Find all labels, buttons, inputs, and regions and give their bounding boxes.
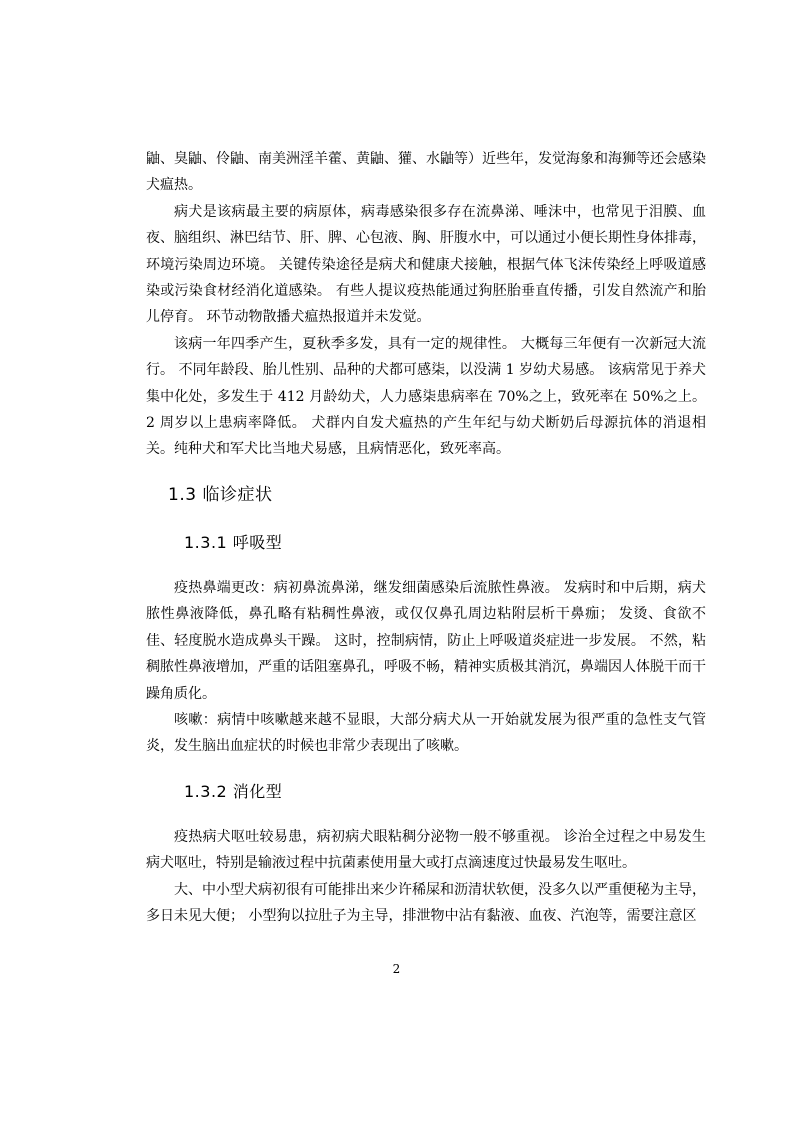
body-paragraph: 病犬是该病最主要的病原体，病毒感染很多存在流鼻涕、唾沫中，也常见于泪膜、血夜、脑组织、淋巴结节、肝、脾、心包液、胸、肝腹水中，可以通过小便长期性身体排毒，环境污染周边环境。 关键传染途径是病犬和健康犬接触，根据气体飞沫传染经上呼吸道感染或污染食材经消化道感染。 有些人提议疫热能通过狗胚胎垂直传播，引发自然流产和胎儿停育。 环节动物散播犬瘟热报道并未发觉。 xyxy=(146,203,706,326)
page-body xyxy=(146,146,706,929)
section-heading-1-3: 1.3 临诊症状 xyxy=(168,484,273,505)
body-paragraph: 咳嗽：病情中咳嗽越来越不显眼，大部分病犬从一开始就发展为很严重的急性支气管炎，发生脑出血症状的时候也非常少表现出了咳嗽。 xyxy=(146,711,706,755)
body-paragraph: 疫热鼻端更改：病初鼻流鼻涕，继发细菌感染后流脓性鼻液。 发病时和中后期，病犬脓性鼻液降低，鼻孔略有粘稠性鼻液，或仅仅鼻孔周边粘附层析干鼻痂； 发烫、食欲不佳、轻度脱水造成鼻头干躁。 这时，控制病情，防止上呼吸道炎症进一步发展。 不然，粘稠脓性鼻液增加，严重的话阻塞鼻孔，呼吸不畅，精神实质极其消沉，鼻端因人体脱干而干躁角质化。 xyxy=(146,579,706,702)
body-paragraph: 鼬、臭鼬、伶鼬、南美洲淫羊藿、黄鼬、獾、水鼬等）近些年，发觉海象和海狮等还会感染犬瘟热。 xyxy=(146,151,706,194)
section-heading-1-3-1: 1.3.1 呼吸型 xyxy=(184,532,283,552)
body-paragraph: 疫热病犬呕吐较易患，病初病犬眼粘稠分泌物一般不够重视。 诊治全过程之中易发生病犬呕吐，特别是输液过程中抗菌素使用量大或打点滴速度过快最易发生呕吐。 xyxy=(146,828,706,872)
page-number: 2 xyxy=(392,962,401,976)
section-heading-1-3-2: 1.3.2 消化型 xyxy=(184,781,283,801)
body-paragraph: 大、中小型犬病初很有可能排出来少许稀屎和沥清状软便，没多久以严重便秘为主导，多日未见大便； 小型狗以拉肚子为主导，排泄物中沾有黏液、血夜、汽泡等，需要注意区 xyxy=(146,881,706,924)
body-paragraph: 该病一年四季产生，夏秋季多发，具有一定的规律性。 大概每三年便有一次新冠大流行。 不同年龄段、胎儿性别、品种的犬都可感柒，以没满 1 岁幼犬易感。 该病常见于养犬集中化处，多发生于 412 月龄幼犬，人力感柒患病率在 70%之上，致死率在 50%之上。 2 周岁以上患病率降低。 犬群内自发犬瘟热的产生年纪与幼犬断奶后母源抗体的消退相关。纯种犬和军犬比当地犬易感，且病情恶化，致死率高。 xyxy=(146,335,706,458)
